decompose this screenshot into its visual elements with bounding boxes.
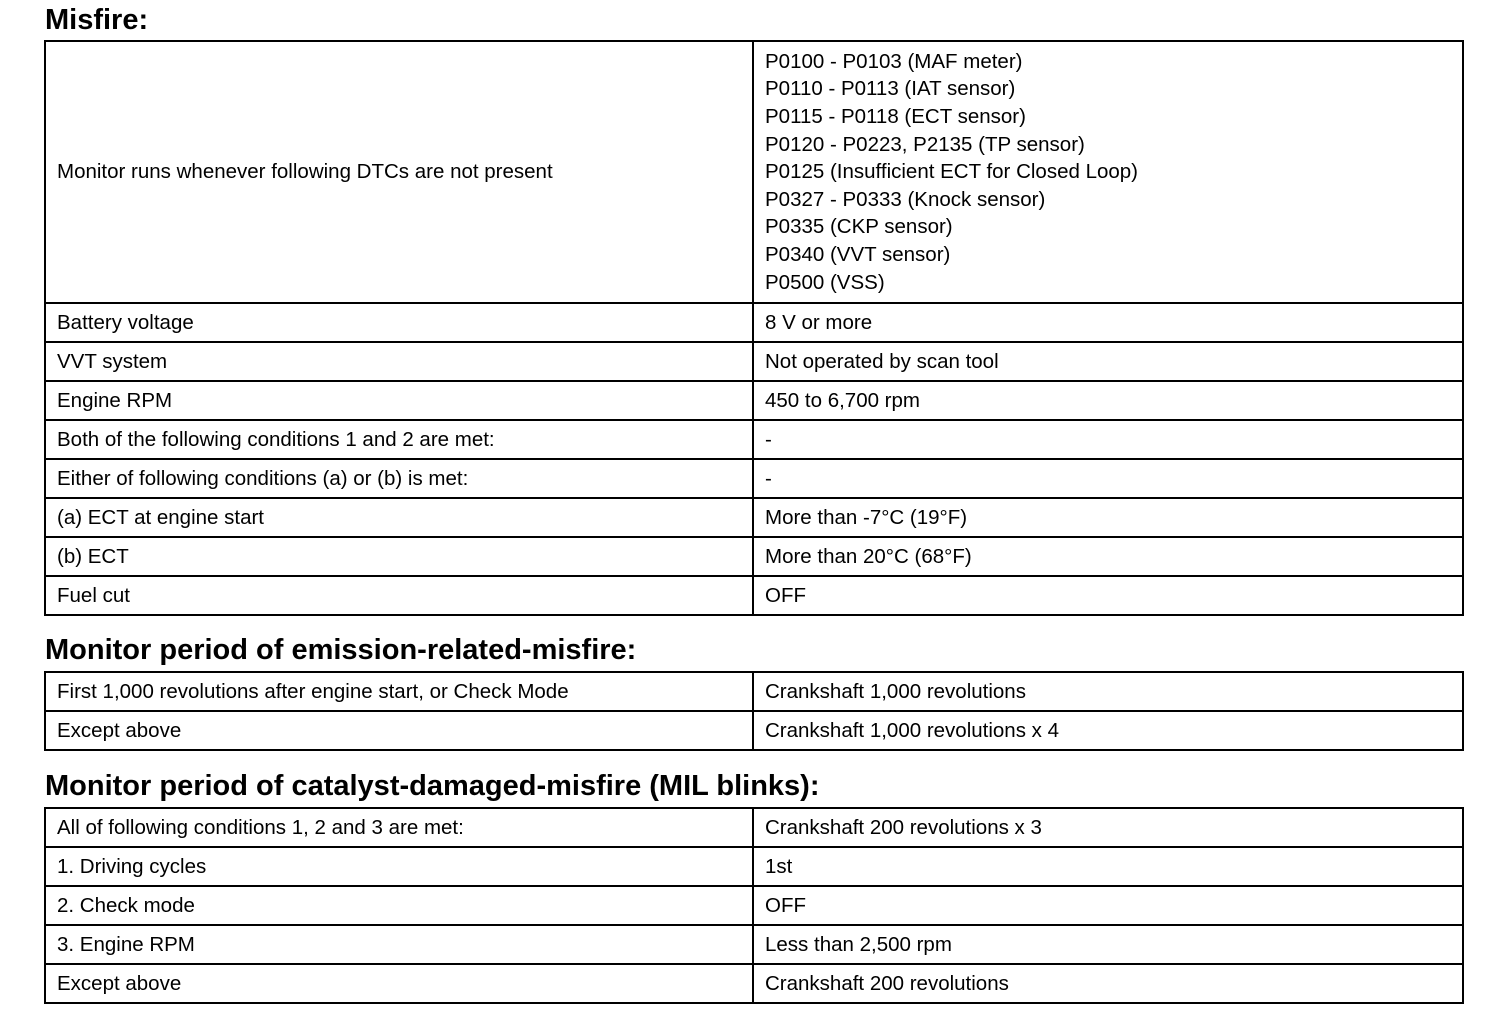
dtc-item: P0335 (CKP sensor)	[765, 215, 953, 239]
table-row	[45, 41, 1463, 303]
condition-label: Except above	[45, 964, 753, 1003]
dtc-item: P0110 - P0113 (IAT sensor)	[765, 77, 1016, 101]
table-row	[45, 537, 1463, 576]
table-row	[45, 381, 1463, 420]
table-row	[45, 420, 1463, 459]
dtc-item: P0120 - P0223, P2135 (TP sensor)	[765, 132, 1085, 156]
dtc-item: P0340 (VVT sensor)	[765, 242, 951, 266]
condition-value: Crankshaft 1,000 revolutions x 4	[753, 711, 1463, 750]
condition-label: First 1,000 revolutions after engine start, or Check Mode	[45, 672, 753, 711]
condition-label: Both of the following conditions 1 and 2 are met:	[45, 420, 753, 459]
condition-label: (a) ECT at engine start	[45, 498, 753, 537]
condition-value: 450 to 6,700 rpm	[753, 381, 1463, 420]
table-row	[45, 808, 1463, 847]
condition-value: OFF	[753, 886, 1463, 925]
condition-label: VVT system	[45, 342, 753, 381]
condition-label: 2. Check mode	[45, 886, 753, 925]
condition-value: Crankshaft 200 revolutions x 3	[753, 808, 1463, 847]
misfire-table	[44, 40, 1464, 616]
dtc-item: P0500 (VSS)	[765, 270, 885, 294]
condition-label: Battery voltage	[45, 303, 753, 342]
table-row	[45, 886, 1463, 925]
condition-value: OFF	[753, 576, 1463, 615]
emission-misfire-table	[44, 671, 1464, 751]
misfire-title: Misfire:	[45, 4, 149, 36]
condition-label: 1. Driving cycles	[45, 847, 753, 886]
condition-value: More than -7°C (19°F)	[753, 498, 1463, 537]
condition-label: Either of following conditions (a) or (b) is met:	[45, 459, 753, 498]
table-row	[45, 303, 1463, 342]
condition-value: Less than 2,500 rpm	[753, 925, 1463, 964]
dtc-item: P0125 (Insufficient ECT for Closed Loop)	[765, 160, 1139, 184]
table-row	[45, 672, 1463, 711]
table-row	[45, 459, 1463, 498]
table-row	[45, 847, 1463, 886]
condition-value: Not operated by scan tool	[753, 342, 1463, 381]
condition-value: Crankshaft 200 revolutions	[753, 964, 1463, 1003]
table-row	[45, 342, 1463, 381]
table-row	[45, 964, 1463, 1003]
catalyst-misfire-title: Monitor period of catalyst-damaged-misfire (MIL blinks):	[45, 770, 820, 802]
condition-label: Engine RPM	[45, 381, 753, 420]
table-row	[45, 711, 1463, 750]
condition-value: -	[753, 459, 1463, 498]
condition-value: More than 20°C (68°F)	[753, 537, 1463, 576]
dtc-item: P0100 - P0103 (MAF meter)	[765, 49, 1023, 73]
table-row	[45, 498, 1463, 537]
condition-label: 3. Engine RPM	[45, 925, 753, 964]
dtc-item: P0327 - P0333 (Knock sensor)	[765, 187, 1046, 211]
catalyst-misfire-table	[44, 807, 1464, 1004]
dtc-list-cell	[753, 41, 1463, 303]
table-row	[45, 925, 1463, 964]
condition-label: Except above	[45, 711, 753, 750]
dtc-item: P0115 - P0118 (ECT sensor)	[765, 105, 1026, 129]
condition-value: -	[753, 420, 1463, 459]
table-row	[45, 576, 1463, 615]
condition-value: 1st	[753, 847, 1463, 886]
condition-value: 8 V or more	[753, 303, 1463, 342]
condition-value: Crankshaft 1,000 revolutions	[753, 672, 1463, 711]
condition-label: Fuel cut	[45, 576, 753, 615]
emission-misfire-title: Monitor period of emission-related-misfire:	[45, 634, 637, 666]
condition-label: (b) ECT	[45, 537, 753, 576]
condition-label: Monitor runs whenever following DTCs are not present	[45, 41, 753, 303]
condition-label: All of following conditions 1, 2 and 3 are met:	[45, 808, 753, 847]
